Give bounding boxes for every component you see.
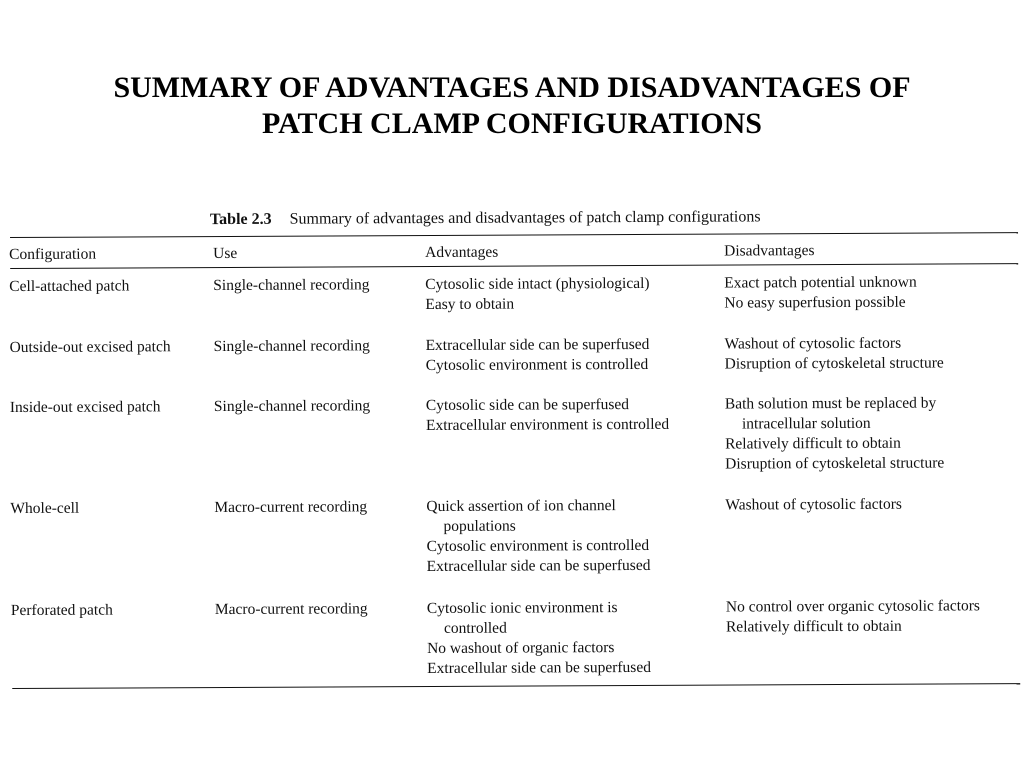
disadvantage-item: Washout of cytosolic factors [725, 495, 902, 514]
scanned-table [0, 195, 1024, 700]
advantage-item: controlled [443, 619, 507, 637]
advantage-item: Easy to obtain [425, 295, 515, 314]
header-configuration: Configuration [9, 245, 97, 264]
table-row [1, 393, 1024, 473]
table-top-rule [10, 232, 1018, 238]
row-use: Single-channel recording [213, 397, 371, 416]
row-advantages [426, 335, 716, 376]
table-header-row [0, 240, 1024, 264]
row-disadvantages [726, 596, 1024, 637]
advantage-item: Cytosolic ionic environment is [426, 599, 618, 618]
row-use: Macro-current recording [214, 498, 368, 517]
slide-title-line-1: SUMMARY OF ADVANTAGES AND DISADVANTAGES OF [113, 71, 911, 104]
advantage-item: Extracellular environment is controlled [425, 415, 670, 435]
advantage-item: Extracellular side can be superfused [425, 335, 650, 355]
disadvantage-item: Disruption of cytoskeletal structure [724, 354, 944, 373]
table-bottom-rule [12, 683, 1020, 689]
row-advantages [426, 496, 716, 577]
disadvantage-item: Relatively difficult to obtain [725, 617, 902, 636]
disadvantage-item: Relatively difficult to obtain [725, 434, 901, 453]
header-use: Use [213, 244, 238, 263]
slide-title-line-2: PATCH CLAMP CONFIGURATIONS [261, 107, 762, 140]
disadvantage-item: Exact patch potential unknown [724, 273, 917, 292]
table-caption-text: Summary of advantages and disadvantages of patch clamp configurations [289, 208, 761, 228]
row-use: Single-channel recording [213, 337, 370, 356]
row-advantages [425, 274, 715, 315]
table-row [1, 494, 1024, 576]
advantage-item: populations [443, 517, 516, 535]
advantage-item: Extracellular side can be superfused [427, 658, 651, 678]
advantage-item: Extracellular side can be superfused [426, 556, 651, 576]
row-configuration: Inside-out excised patch [9, 398, 161, 417]
row-configuration: Outside-out excised patch [9, 338, 171, 357]
disadvantage-item: Disruption of cytoskeletal structure [725, 454, 945, 473]
row-disadvantages [725, 494, 1024, 515]
table-row [1, 333, 1024, 375]
table-number: Table 2.3 [209, 210, 272, 229]
advantage-item: Cytosolic environment is controlled [425, 355, 649, 375]
disadvantage-item: Bath solution must be replaced by [724, 394, 937, 413]
row-advantages [426, 395, 716, 436]
slide-title [0, 70, 1024, 142]
row-disadvantages [724, 272, 1024, 313]
advantage-item: Cytosolic side can be superfused [425, 396, 630, 415]
row-use: Macro-current recording [214, 600, 368, 619]
header-disadvantages: Disadvantages [724, 242, 815, 260]
row-configuration: Perforated patch [10, 601, 113, 620]
row-disadvantages [725, 393, 1024, 474]
advantage-item: No washout of organic factors [427, 639, 615, 658]
disadvantage-item: No control over organic cytosolic factors [725, 597, 980, 616]
row-use: Single-channel recording [213, 276, 370, 295]
row-disadvantages [725, 333, 1024, 374]
advantage-item: Cytosolic side intact (physiological) [425, 274, 650, 294]
advantage-item: Cytosolic environment is controlled [426, 536, 650, 556]
disadvantage-item: intracellular solution [741, 414, 871, 433]
table-row [2, 596, 1024, 678]
row-advantages [427, 598, 717, 679]
row-configuration: Cell-attached patch [9, 277, 130, 296]
table-caption [210, 208, 761, 229]
disadvantage-item: Washout of cytosolic factors [724, 334, 902, 353]
header-advantages: Advantages [425, 243, 499, 262]
advantage-item: Quick assertion of ion channel [426, 497, 616, 516]
table-row [0, 272, 1024, 314]
disadvantage-item: No easy superfusion possible [724, 293, 906, 312]
row-configuration: Whole-cell [10, 499, 80, 518]
